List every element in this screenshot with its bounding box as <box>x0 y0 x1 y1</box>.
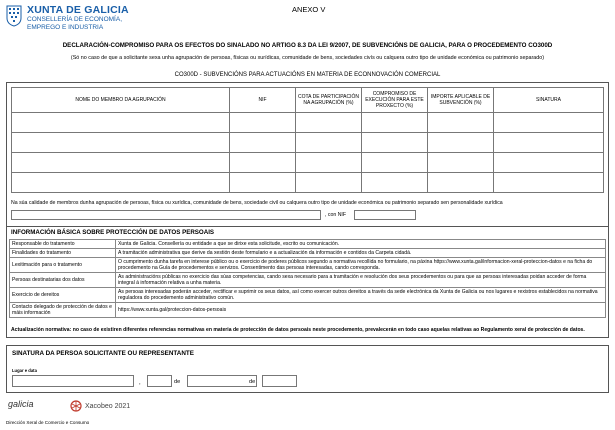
direction-label: Dirección Xeral de Comercio e Consumo <box>6 420 90 425</box>
table-row <box>10 258 606 273</box>
cell-input[interactable] <box>494 153 604 173</box>
table-row <box>10 240 606 249</box>
cell-input[interactable] <box>494 173 604 193</box>
info-label: Persoas destinatarias dos datos <box>10 273 116 288</box>
data-protection-title: INFORMACIÓN BÁSICA SOBRE PROTECCIÓN DE DATOS PERSOAIS <box>11 229 215 236</box>
signature-title: SINATURA DA PERSOA SOLICITANTE OU REPRESENTANTE <box>12 350 194 357</box>
cell-input[interactable] <box>428 113 494 133</box>
col-execution: COMPROMISO DE EXECUCIÓN PARA ESTE PROXECTO (%) <box>362 88 428 113</box>
members-table <box>11 87 604 193</box>
cell-input[interactable] <box>12 113 230 133</box>
xacobeo-logo <box>70 400 130 412</box>
cell-input[interactable] <box>494 113 604 133</box>
de-label-1: de <box>174 379 181 385</box>
info-value: As persoas interesadas poderán acceder, rectificar e suprimir os seus datos, así como exercer outros dereitos a través da sede electrónica da Xunta de Galicia ou nos lugares e rexistros establecidos na normativa reguladora do procedemento administrativo común. <box>116 288 606 303</box>
con-nif-label: , con NIF <box>325 212 347 218</box>
cell-input[interactable] <box>362 113 428 133</box>
members-table-header <box>12 88 604 113</box>
cell-input[interactable] <box>230 133 296 153</box>
logo-title: XUNTA DE GALICIA <box>27 4 129 16</box>
xacobeo-text: Xacobeo 2021 <box>85 402 131 410</box>
xunta-logo <box>6 5 129 31</box>
info-value: Xunta de Galicia. Consellería ou entidade a que se dirixe esta solicitude, escrito ou comunicación. <box>116 240 606 249</box>
cell-input[interactable] <box>296 113 362 133</box>
cell-input[interactable] <box>362 173 428 193</box>
info-label: Responsable do tratamento <box>10 240 116 249</box>
signature-section <box>6 345 609 393</box>
col-member-name: NOME DO MEMBRO DA AGRUPACIÓN <box>12 88 230 113</box>
logo-subtitle-1: CONSELLERÍA DE ECONOMÍA, <box>27 16 122 23</box>
annex-label: ANEXO V <box>292 5 326 14</box>
table-row <box>10 288 606 303</box>
info-value: A tramitación administrativa que derive da xestión deste formulario e a actualización da información e contidos da Carpeta cidadá. <box>116 249 606 258</box>
cell-input[interactable] <box>296 173 362 193</box>
data-protection-section <box>6 226 609 338</box>
cell-input[interactable] <box>12 153 230 173</box>
col-nif: NIF <box>230 88 296 113</box>
table-row <box>10 303 606 318</box>
table-row <box>10 249 606 258</box>
xacobeo-shell-icon <box>70 400 82 412</box>
procedure-title: CO300D - SUBVENCIÓNS PARA ACTUACIÓNS EN MATERIA DE ECONNOVACIÓN COMERCIAL <box>174 72 441 78</box>
members-section <box>6 82 609 227</box>
table-row <box>12 173 604 193</box>
place-date-label: Lugar e data <box>12 368 37 373</box>
cell-input[interactable] <box>230 113 296 133</box>
cell-input[interactable] <box>296 153 362 173</box>
info-value: As administracións públicas no exercicio das súas competencias, cando sexa necesario para a tramitación e resolución dos seus procedementos ou para que as persoas interesadas poidan acceder de forma integral á información relativa a unha materia. <box>116 273 606 288</box>
info-label: Exercicio de dereitos <box>10 288 116 303</box>
cell-input[interactable] <box>230 173 296 193</box>
normative-update-text: Actualización normativa: no caso de existiren diferentes referencias normativas en materia de protección de datos persoais neste procedemento, prevalecerán en todo caso aquelas relativas ao Regulamento xeral de protección de datos. <box>11 327 585 333</box>
col-signature: SINATURA <box>494 88 604 113</box>
day-field[interactable] <box>147 375 172 387</box>
cell-input[interactable] <box>12 173 230 193</box>
xunta-emblem-icon <box>6 5 22 27</box>
cell-input[interactable] <box>296 133 362 153</box>
cell-input[interactable] <box>494 133 604 153</box>
info-label: Finalidades do tratamento <box>10 249 116 258</box>
cell-input[interactable] <box>12 133 230 153</box>
table-row <box>12 153 604 173</box>
data-protection-table <box>9 239 606 318</box>
page-header <box>6 3 609 41</box>
info-label: Lexitimación para o tratamento <box>10 258 116 273</box>
capacity-text: Na súa calidade de membros dunha agrupación de persoas, física ou xurídica, comunidade de bens, sociedade civil ou calquera outro tipo de unidade económica ou patrimonio separado sen personalidade xurídica <box>11 200 503 206</box>
de-label-2: de <box>249 379 256 385</box>
info-label: Contacto delegado de protección de datos e máis información <box>10 303 116 318</box>
cell-input[interactable] <box>230 153 296 173</box>
table-row <box>10 273 606 288</box>
cell-input[interactable] <box>428 133 494 153</box>
info-link[interactable]: https://www.xunta.gal/proteccion-datos-persoais <box>116 303 606 318</box>
document-title: DECLARACIÓN-COMPROMISO PARA OS EFECTOS DO SINALADO NO ARTIGO 8.3 DA LEI 9/2007, DE SUBVENCIÓNS DE GALICIA, PARA O PROCEDEMENTO CO300D <box>62 42 553 49</box>
cell-input[interactable] <box>428 173 494 193</box>
year-field[interactable] <box>262 375 297 387</box>
group-name-field[interactable] <box>11 210 321 220</box>
cell-input[interactable] <box>362 133 428 153</box>
group-nif-field[interactable] <box>354 210 416 220</box>
cell-input[interactable] <box>362 153 428 173</box>
comma-separator: , <box>139 380 141 386</box>
col-participation: COTA DE PARTICIPACIÓN NA AGRUPACIÓN (%) <box>296 88 362 113</box>
info-value: O cumprimento dunha tarefa en interese público ou o exercicio de poderes públicos segundo a normativa recollida no formulario, na páxina https://www.xunta.gal/informacion-xeral-proteccion-datos e na ficha do procedemento na Guía de procedementos e servizos. Consentimento das persoas interesadas, cando corresponda. <box>116 258 606 273</box>
logo-subtitle-2: EMPREGO E INDUSTRIA <box>27 23 104 31</box>
col-subsidy: IMPORTE APLICABLE DE SUBVENCIÓN (%) <box>428 88 494 113</box>
month-field[interactable] <box>187 375 257 387</box>
table-row <box>12 133 604 153</box>
place-field[interactable] <box>12 375 134 387</box>
document-subtitle: (Só no caso de que a solicitante sexa unha agrupación de persoas, físicas ou xurídicas, comunidade de bens, sociedades civís ou calquera outro tipo de unidade económica ou patrimonio separado) <box>70 55 545 61</box>
cell-input[interactable] <box>428 153 494 173</box>
table-row <box>12 113 604 133</box>
galicia-logo: galicia <box>8 399 34 409</box>
